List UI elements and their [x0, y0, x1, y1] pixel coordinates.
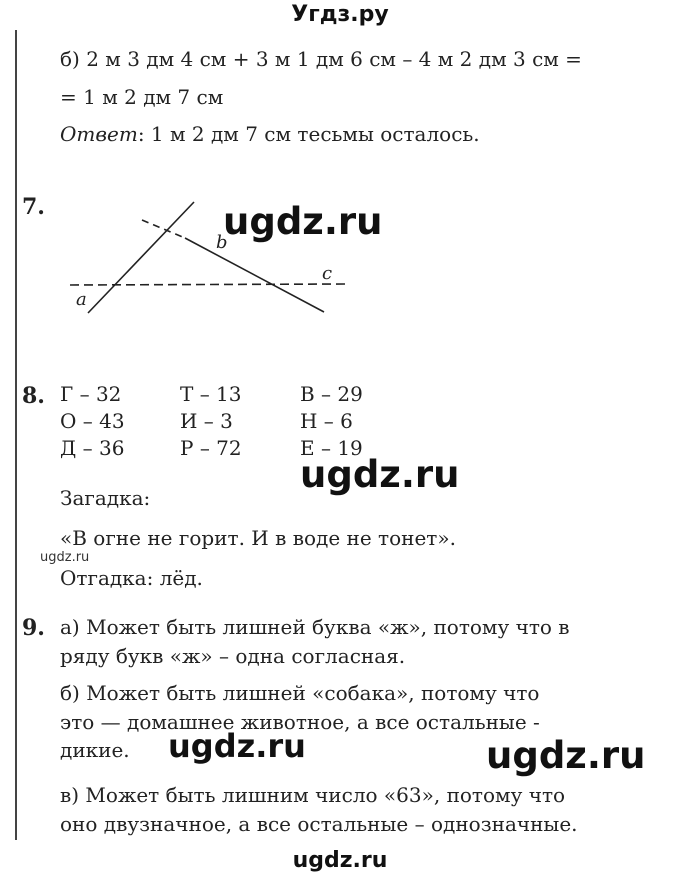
line-b-dashed [142, 220, 185, 238]
watermark: ugdz.ru [168, 727, 306, 765]
task9-b-line1: б) Может быть лишней «собака», потому что [60, 681, 540, 705]
label-b: b [216, 232, 228, 253]
task6-line2: = 1 м 2 дм 7 см [60, 85, 224, 109]
grid-cell: И – 3 [180, 409, 233, 433]
task9-b-line3: дикие. [60, 738, 130, 762]
task9-c-line1: в) Может быть лишним число «63», потому что [60, 783, 566, 807]
watermark-small: ugdz.ru [40, 550, 90, 565]
riddle-label: Загадка: [60, 486, 151, 510]
watermark: ugdz.ru [223, 200, 383, 243]
line-a [88, 202, 194, 313]
riddle-answer: Отгадка: лёд. [60, 566, 203, 590]
grid-cell: Г – 32 [60, 382, 122, 406]
task8-number: 8. [22, 383, 45, 409]
site-footer[interactable]: ugdz.ru [292, 848, 388, 873]
margin-line [15, 30, 17, 840]
answer-label: Ответ [60, 122, 138, 146]
task6-line1: б) 2 м 3 дм 4 см + 3 м 1 дм 6 см – 4 м 2 дм 3 см = [60, 47, 582, 71]
task9-a-line1: а) Может быть лишней буква «ж», потому что в [60, 615, 570, 639]
grid-cell: В – 29 [300, 382, 363, 406]
grid-cell: Т – 13 [180, 382, 242, 406]
grid-cell: О – 43 [60, 409, 125, 433]
task9-c-line2: оно двузначное, а все остальные – однозначные. [60, 812, 578, 836]
grid-cell: Р – 72 [180, 436, 242, 460]
task9-a-line2: ряду букв «ж» – одна согласная. [60, 644, 406, 668]
grid-cell: Д – 36 [60, 436, 125, 460]
answer-text: : 1 м 2 дм 7 см тесьмы осталось. [137, 122, 480, 146]
watermark: ugdz.ru [300, 453, 460, 496]
line-b [185, 238, 324, 312]
task9-number: 9. [22, 615, 45, 641]
line-c-dashed [70, 284, 346, 285]
task6-answer [60, 122, 480, 146]
riddle-text: «В огне не горит. И в воде не тонет». [60, 526, 456, 550]
label-c: c [322, 263, 333, 284]
task7-number: 7. [22, 194, 45, 220]
watermark: ugdz.ru [486, 734, 646, 777]
grid-cell: Н – 6 [300, 409, 353, 433]
label-a: a [76, 289, 87, 310]
task9-b-line2: это — домашнее животное, а все остальные - [60, 710, 540, 734]
site-title[interactable]: Угдз.ру [291, 2, 389, 27]
grid-cell: Е – 19 [300, 436, 363, 460]
